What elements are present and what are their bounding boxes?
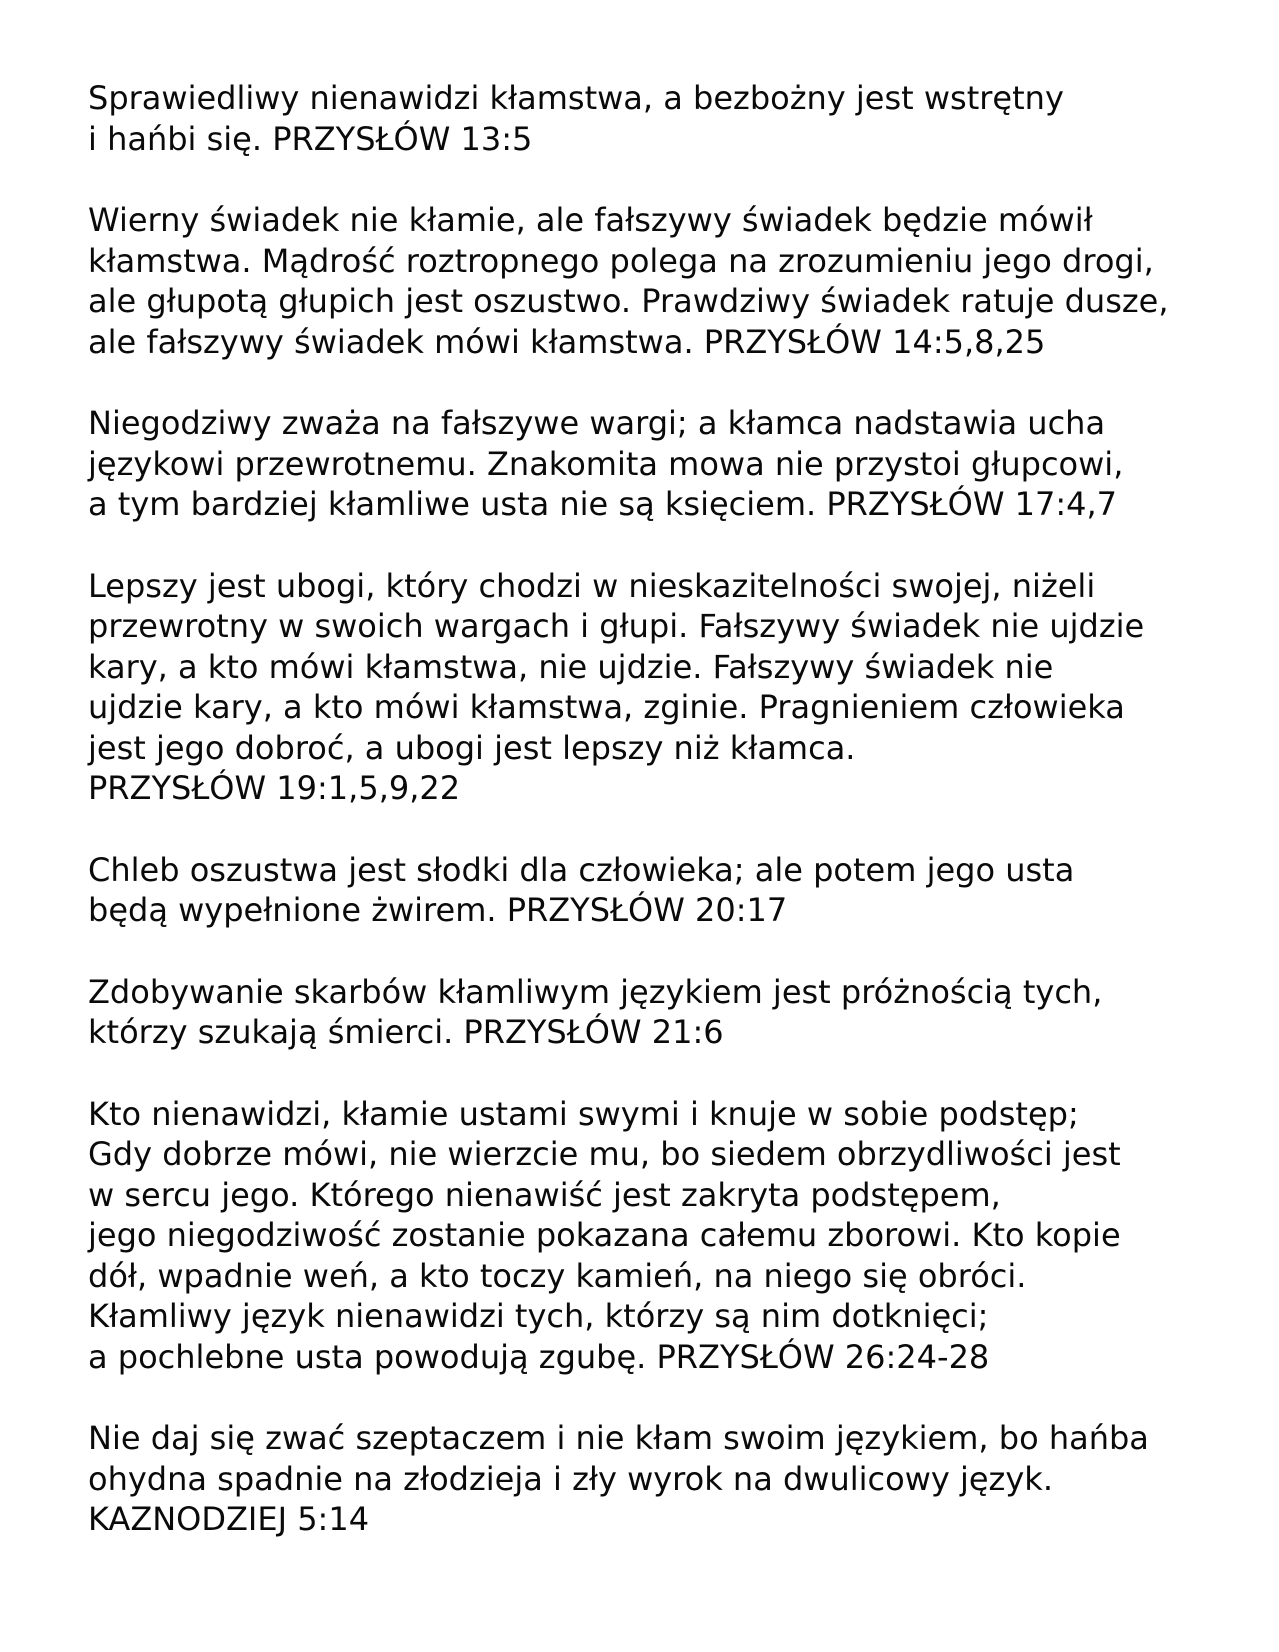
text-line: ale głupotą głupich jest oszustwo. Prawdziwy świadek ratuje dusze,	[88, 282, 1169, 320]
verse-paragraph	[88, 1418, 1248, 1540]
text-line: Sprawiedliwy nienawidzi kłamstwa, a bezbożny jest wstrętny	[88, 79, 1064, 117]
verse-paragraph	[88, 850, 1248, 931]
text-line: językowi przewrotnemu. Znakomita mowa nie przystoi głupcowi,	[88, 444, 1124, 483]
text-line: Wierny świadek nie kłamie, ale fałszywy świadek będzie mówił	[88, 201, 1093, 239]
text-line: jego niegodziwość zostanie pokazana całemu zborowi. Kto kopie	[88, 1216, 1121, 1254]
text-line: ohydna spadnie na złodzieja i zły wyrok na dwulicowy język.	[88, 1459, 1053, 1498]
text-line: Lepszy jest ubogi, który chodzi w nieskazitelności swojej, niżeli	[88, 566, 1096, 605]
verse-paragraph	[88, 200, 1248, 362]
text-line: w sercu jego. Którego nienawiść jest zakryta podstępem,	[88, 1175, 1001, 1214]
text-line: Nie daj się zwać szeptaczem i nie kłam swoim językiem, bo hańba	[88, 1419, 1149, 1457]
verse-paragraph	[88, 1094, 1248, 1378]
text-line: Kto nienawidzi, kłamie ustami swymi i knuje w sobie podstęp;	[88, 1094, 1079, 1133]
document-page	[88, 78, 1248, 1581]
text-line: i hańbi się. PRZYSŁÓW 13:5	[88, 119, 533, 158]
text-line: a tym bardziej kłamliwe usta nie są księciem. PRZYSŁÓW 17:4,7	[88, 485, 1118, 523]
verse-paragraph	[88, 78, 1248, 159]
text-line: kłamstwa. Mądrość roztropnego polega na zrozumieniu jego drogi,	[88, 241, 1154, 280]
text-line: a pochlebne usta powodują zgubę. PRZYSŁÓW 26:24-28	[88, 1337, 990, 1376]
text-line: ujdzie kary, a kto mówi kłamstwa, zginie. Pragnieniem człowieka	[88, 688, 1125, 726]
text-line: którzy szukają śmierci. PRZYSŁÓW 21:6	[88, 1013, 724, 1051]
verse-paragraph	[88, 566, 1248, 809]
text-line: KAZNODZIEJ 5:14	[88, 1500, 370, 1538]
text-line: Kłamliwy język nienawidzi tych, którzy są nim dotknięci;	[88, 1297, 989, 1335]
text-line: będą wypełnione żwirem. PRZYSŁÓW 20:17	[88, 891, 788, 929]
verse-paragraph	[88, 972, 1248, 1053]
text-line: przewrotny w swoich wargach i głupi. Fałszywy świadek nie ujdzie	[88, 607, 1145, 645]
text-line: Zdobywanie skarbów kłamliwym językiem jest próżnością tych,	[88, 972, 1103, 1011]
text-line: dół, wpadnie weń, a kto toczy kamień, na niego się obróci.	[88, 1256, 1027, 1295]
text-line: PRZYSŁÓW 19:1,5,9,22	[88, 769, 461, 807]
text-line: kary, a kto mówi kłamstwa, nie ujdzie. Fałszywy świadek nie	[88, 647, 1054, 686]
text-line: Niegodziwy zważa na fałszywe wargi; a kłamca nadstawia ucha	[88, 404, 1106, 442]
text-line: jest jego dobroć, a ubogi jest lepszy niż kłamca.	[88, 728, 856, 767]
text-line: ale fałszywy świadek mówi kłamstwa. PRZYSŁÓW 14:5,8,25	[88, 322, 1046, 361]
verse-paragraph	[88, 403, 1248, 525]
text-line: Gdy dobrze mówi, nie wierzcie mu, bo siedem obrzydliwości jest	[88, 1135, 1121, 1173]
text-line: Chleb oszustwa jest słodki dla człowieka; ale potem jego usta	[88, 850, 1075, 889]
